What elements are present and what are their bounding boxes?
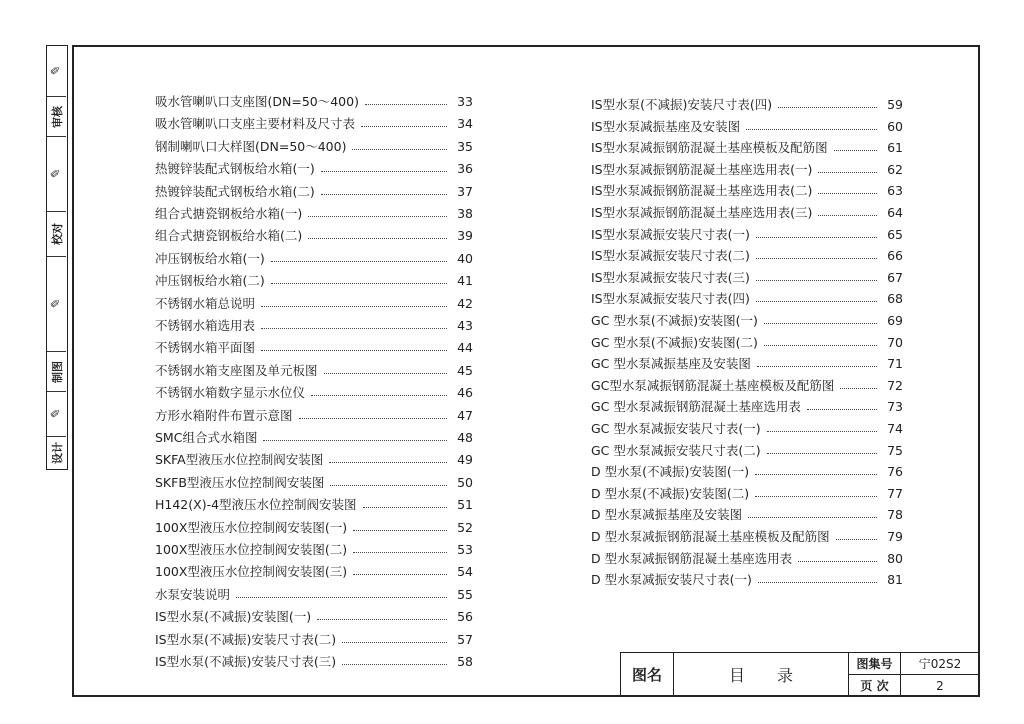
dot-leader [311,386,447,396]
dot-leader [263,431,447,441]
toc-entry [591,332,903,354]
dot-leader [758,573,877,583]
toc-entry [591,353,903,375]
toc-entry [591,180,903,202]
toc-entry [591,375,903,397]
toc-entry-page: 59 [887,97,903,112]
toc-entry-page: 35 [457,138,473,154]
dot-leader [261,297,447,307]
toc-entry-page: 75 [887,442,903,458]
dot-leader [756,292,877,302]
dot-leader [365,95,447,105]
toc-entry [591,245,903,267]
toc-entry-title: 不锈钢水箱平面图 [155,340,256,356]
dot-leader [330,476,447,486]
toc-entry [155,427,473,449]
signature-reviewer: ✎ [47,136,66,211]
toc-entry-title: IS型水泵减振基座及安装图 [591,118,741,134]
toc-entry-page: 44 [457,340,473,356]
dot-leader [308,229,447,239]
toc-entry-page: 34 [457,116,473,132]
toc-entry [155,584,473,606]
toc-entry-title: 钢制喇叭口大样图(DN=50～400) [155,138,347,154]
toc-entry-page: 55 [457,586,473,602]
toc-entry [591,548,903,570]
toc-entry-page: 53 [457,542,473,557]
toc-entry [155,405,473,427]
dot-leader [756,271,877,281]
toc-entry-title: IS型水泵减振安装尺寸表(二) [591,248,750,264]
toc-entry-title: GC 型水泵减振安装尺寸表(一) [591,421,761,436]
toc-entry [155,315,473,337]
toc-entry [155,561,473,583]
title-block-name-label: 图名 [621,653,674,696]
toc-entry-title: IS型水泵减振钢筋混凝土基座选用表(一) [591,161,813,177]
toc-entry-page: 77 [887,485,903,501]
dot-leader [746,120,877,130]
toc-entry [591,202,903,224]
dot-leader [236,588,447,598]
toc-entry-title: 100X型液压水位控制阀安装图(三) [155,564,348,580]
signature-proofreader: ✎ [47,256,66,351]
toc-entry-title: 热镀锌装配式钢板给水箱(二) [155,183,315,199]
toc-entry-title: GC 型水泵(不减振)安装图(二) [591,334,758,350]
toc-entry [155,517,473,539]
toc-entry-title: IS型水泵减振安装尺寸表(三) [591,269,750,285]
dot-leader [329,453,447,463]
toc-entry-page: 72 [887,377,903,393]
toc-entry [155,248,473,270]
toc-entry [591,418,903,440]
toc-entry [591,159,903,181]
dot-leader [748,508,877,518]
toc-entry [155,136,473,158]
toc-entry [591,396,903,418]
dot-leader [352,140,447,150]
toc-entry-page: 79 [887,529,903,544]
dot-leader [818,184,877,194]
toc-entry-title: 冲压钢板给水箱(二) [155,273,265,289]
toc-entry-title: IS型水泵(不减振)安装图(一) [155,609,312,625]
toc-entry-page: 39 [457,228,473,244]
sidebar-label-proofread: 校对 [47,211,66,256]
toc-entry [591,116,903,138]
title-block-title: 目 录 [674,653,849,696]
toc-entry-title: 100X型液压水位控制阀安装图(一) [155,519,348,535]
toc-entry-title: 不锈钢水箱选用表 [155,318,256,333]
toc-entry-page: 41 [457,273,473,289]
toc-entry-title: GC 型水泵减振基座及安装图 [591,356,751,372]
toc-entry [155,337,473,359]
toc-entry [591,224,903,246]
title-block-page-label: 页 次 [849,675,901,696]
dot-leader [324,364,447,374]
toc-entry-title: 不锈钢水箱数字显示水位仪 [155,385,306,401]
toc-entry-page: 36 [457,161,473,177]
title-block-atlas-value: 宁02S2 [901,653,979,675]
toc-entry [155,629,473,651]
dot-leader [317,610,447,620]
dot-leader [308,207,447,217]
toc-entry-title: SKFB型液压水位控制阀安装图 [155,474,325,490]
dot-leader [361,117,447,127]
toc-entry-page: 67 [887,269,903,285]
toc-entry-title: 水泵安装说明 [155,586,231,602]
toc-entry-title: D 型水泵(不减振)安装图(二) [591,485,750,501]
dot-leader [342,655,447,665]
toc-entry-page: 81 [887,572,903,588]
toc-entry-title: 冲压钢板给水箱(一) [155,250,265,266]
toc-entry-page: 66 [887,248,903,264]
dot-leader [764,314,877,324]
toc-entry-page: 61 [887,140,903,156]
toc-entry-title: SKFA型液压水位控制阀安装图 [155,452,324,468]
toc-entry-page: 65 [887,226,903,242]
toc-entry-page: 46 [457,385,473,401]
toc-entry [155,113,473,135]
toc-entry-page: 43 [457,318,473,333]
toc-entry [155,293,473,315]
toc-entry-page: 56 [457,609,473,625]
toc-entry-page: 51 [457,497,473,513]
toc-entry [155,651,473,673]
toc-entry-title: 方形水箱附件布置示意图 [155,407,293,423]
toc-entry-title: SMC组合式水箱图 [155,430,258,445]
dot-leader [834,141,877,151]
toc-entry-page: 63 [887,183,903,199]
toc-entry-title: H142(X)-4型液压水位控制阀安装图 [155,497,357,513]
signature-sidebar [46,45,68,470]
toc-entry-page: 33 [457,94,473,109]
title-block [620,652,980,697]
toc-entry [155,158,473,180]
title-block-atlas-label: 图集号 [849,653,901,675]
toc-entry [591,569,903,591]
toc-entry [591,94,903,116]
toc-entry-title: IS型水泵减振安装尺寸表(四) [591,291,750,307]
dot-leader [353,543,447,553]
toc-entry-title: D 型水泵减振基座及安装图 [591,507,743,523]
toc-entry [155,270,473,292]
toc-entry-page: 52 [457,519,473,535]
toc-entry [591,504,903,526]
toc-entry-page: 74 [887,421,903,436]
dot-leader [261,341,447,351]
toc-entry [591,137,903,159]
signature-approver: ✎ [49,65,64,77]
dot-leader [299,409,447,419]
toc-entry [591,288,903,310]
toc-entry-page: 68 [887,291,903,307]
toc-entry-title: 热镀锌装配式钢板给水箱(一) [155,161,315,177]
dot-leader [757,357,877,367]
toc-entry [591,440,903,462]
toc-entry [155,360,473,382]
dot-leader [767,422,877,432]
toc-entry-title: D 型水泵减振安装尺寸表(一) [591,572,752,588]
toc-entry [155,181,473,203]
toc-entry-page: 80 [887,550,903,566]
toc-entry-title: GC型水泵减振钢筋混凝土基座模板及配筋图 [591,377,835,393]
dot-leader [353,565,447,575]
dot-leader [756,249,877,259]
toc-entry-page: 57 [457,631,473,647]
toc-entry-title: 吸水管喇叭口支座图(DN=50～400) [155,94,359,109]
dot-leader [836,530,877,540]
toc-entry [591,526,903,548]
toc-entry [591,461,903,483]
toc-entry [155,472,473,494]
dot-leader [767,444,877,454]
toc-entry-page: 62 [887,161,903,177]
toc-entry [155,494,473,516]
toc-entry-title: GC 型水泵(不减振)安装图(一) [591,313,758,328]
toc-entry-title: D 型水泵减振钢筋混凝土基座模板及配筋图 [591,529,830,544]
toc-entry-page: 76 [887,464,903,480]
toc-entry-title: IS型水泵减振钢筋混凝土基座模板及配筋图 [591,140,828,156]
toc-entry-page: 78 [887,507,903,523]
toc-entry [155,539,473,561]
toc-entry-page: 38 [457,206,473,221]
toc-entry [591,267,903,289]
toc-entry-title: IS型水泵减振安装尺寸表(一) [591,226,750,242]
toc-entry-page: 69 [887,313,903,328]
toc-entry-title: IS型水泵减振钢筋混凝土基座选用表(二) [591,183,813,199]
dot-leader [764,336,877,346]
dot-leader [798,552,877,562]
dot-leader [840,379,877,389]
toc-entry [155,382,473,404]
toc-entry-title: 不锈钢水箱总说明 [155,295,256,311]
toc-entry-page: 73 [887,399,903,415]
toc-entry-title: GC 型水泵减振钢筋混凝土基座选用表 [591,399,801,415]
dot-leader [342,633,447,643]
dot-leader [363,498,447,508]
dot-leader [261,319,447,329]
signature-drafter: ✎ [47,391,66,436]
dot-leader [755,487,877,497]
toc-entry-title: GC 型水泵减振安装尺寸表(二) [591,442,761,458]
toc-entry-title: 100X型液压水位控制阀安装图(二) [155,542,348,557]
toc-entry [155,91,473,113]
toc-entry [155,606,473,628]
toc-entry-page: 71 [887,356,903,372]
toc-entry-title: IS型水泵(不减振)安装尺寸表(二) [155,631,337,647]
toc-entry-title: 组合式搪瓷钢板给水箱(一) [155,206,303,221]
toc-entry-page: 50 [457,474,473,490]
toc-entry [155,449,473,471]
toc-entry-page: 49 [457,452,473,468]
sidebar-label-review: 审核 [47,96,66,136]
toc-entry [155,225,473,247]
toc-entry-page: 37 [457,183,473,199]
dot-leader [271,252,447,262]
toc-entry-page: 60 [887,118,903,134]
toc-entry-page: 42 [457,295,473,311]
toc-entry-title: 吸水管喇叭口支座主要材料及尺寸表 [155,116,356,132]
title-block-page-value: 2 [936,678,944,693]
toc-entry-title: 组合式搪瓷钢板给水箱(二) [155,228,303,244]
toc-entry-page: 47 [457,407,473,423]
toc-entry [591,310,903,332]
sidebar-label-design: 设计 [47,436,66,468]
toc-entry-page: 64 [887,205,903,220]
toc-entry-title: IS型水泵(不减振)安装尺寸表(三) [155,654,337,669]
dot-leader [321,162,447,172]
toc-entry-page: 45 [457,362,473,378]
dot-leader [778,98,877,108]
toc-entry-title: D 型水泵(不减振)安装图(一) [591,464,750,480]
toc-entry-title: 不锈钢水箱支座图及单元板图 [155,362,318,378]
dot-leader [755,465,877,475]
dot-leader [321,185,447,195]
toc-entry-title: IS型水泵减振钢筋混凝土基座选用表(三) [591,205,813,220]
dot-leader [818,206,877,216]
dot-leader [756,228,877,238]
toc-entry-page: 70 [887,334,903,350]
toc-entry-title: IS型水泵(不减振)安装尺寸表(四) [591,97,773,112]
sidebar-label-drafting: 制图 [47,351,66,391]
dot-leader [353,521,447,531]
dot-leader [271,274,447,284]
dot-leader [807,400,877,410]
toc-entry-title: D 型水泵减振钢筋混凝土基座选用表 [591,550,793,566]
toc-entry [155,203,473,225]
toc-entry-page: 48 [457,430,473,445]
toc-entry-page: 54 [457,564,473,580]
dot-leader [818,163,877,173]
toc-entry-page: 40 [457,250,473,266]
toc-entry [591,483,903,505]
toc-entry-page: 58 [457,654,473,669]
